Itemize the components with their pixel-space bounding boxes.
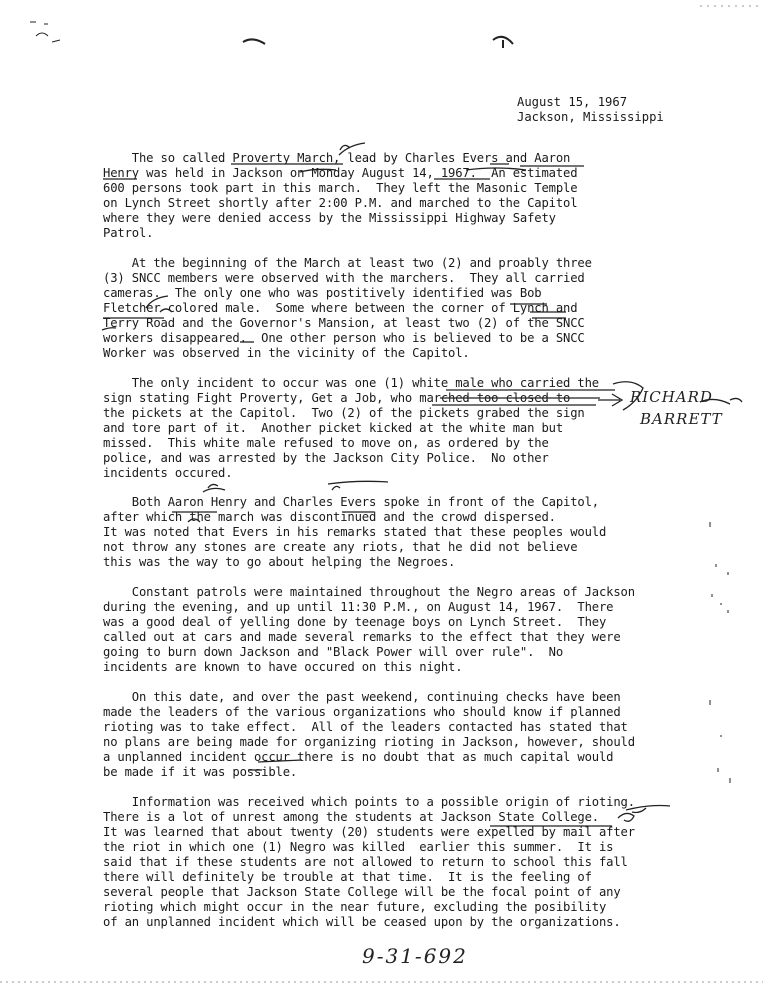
- paragraph-leader-checks: On this date, and over the past weekend, continuing checks have been made the leaders of the various organizations who should know if planned rioting was to take effect. All of the leaders contacted has stated that no plans are being made for organizing rioting in Jackson, however, should a unplanned incident occur there is no doubt that as much capital would be made if it was possible.: [103, 690, 635, 779]
- paragraph-incident: The only incident to occur was one (1) white male who carried the sign stating Fight Proverty, Get a Job, who marched too closed to the pickets at the Capitol. Two (2) of the pickets grabed the sign and tore part of it. Another picket kicked at the white man but missed. This white male refused to move on, as ordered by the police, and was arrested by the Jackson City Police. No other incidents occured.: [103, 376, 599, 480]
- paragraph-patrols: Constant patrols were maintained throughout the Negro areas of Jackson during the evening, and up until 11:30 P.M., on August 14, 1967. There was a good deal of yelling done by teenage boys on Lynch Street. They called out at cars and made several remarks to the effect that they were going to burn down Jackson and "Black Power will over rule". No incidents are known to have occured on this night.: [103, 585, 635, 674]
- margin-annotation-name: RICHARD: [630, 388, 713, 406]
- file-number: 9-31-692: [362, 944, 468, 968]
- dateline: [517, 95, 664, 125]
- paragraph-sncc-members: At the beginning of the March at least two (2) and proably three (3) SNCC members were observed with the marchers. They all carried cameras. The only one who was postitively identified was Bob Fletcher colored male. Some where between the corner of Lynch and Terry Road and the Governor's Mansion, at least two (2) of the SNCC workers disappeared. One other person who is believed to be a SNCC Worker was observed in the vicinity of the Capitol.: [103, 256, 592, 360]
- paragraph-rioting-origin: Information was received which points to a possible origin of rioting. There is a lot of unrest among the students at Jackson State College. It was learned that about twenty (20) students were expelled by mail after the riot in which one (1) Negro was killed earlier this summer. It is said that if these students are not allowed to return to school this fall there will definitely be trouble at that time. It is the feeling of several people that Jackson State College will be the focal point of any rioting which might occur in the near future, excluding the posibility of an unplanned incident which will be ceased upon by the organizations.: [103, 795, 635, 929]
- paragraph-march-summary: The so called Proverty March, lead by Charles Evers and Aaron Henry was held in Jackson on Monday August 14, 1967. An estimated 600 persons took part in this march. They left the Masonic Temple on Lynch Street shortly after 2:00 P.M. and marched to the Capitol where they were denied access by the Mississippi Highway Safety Patrol.: [103, 151, 578, 240]
- paragraph-speeches: Both Aaron Henry and Charles Evers spoke in front of the Capitol, after which the march was discontinued and the crowd dispersed. It was noted that Evers in his remarks stated that these peoples would not throw any stones are create any riots, that he did not believe this was the way to go about helping the Negroes.: [103, 495, 607, 569]
- date: August 15, 1967: [517, 95, 628, 109]
- place: Jackson, Mississippi: [517, 110, 664, 124]
- margin-annotation-surname: BARRETT: [640, 410, 723, 428]
